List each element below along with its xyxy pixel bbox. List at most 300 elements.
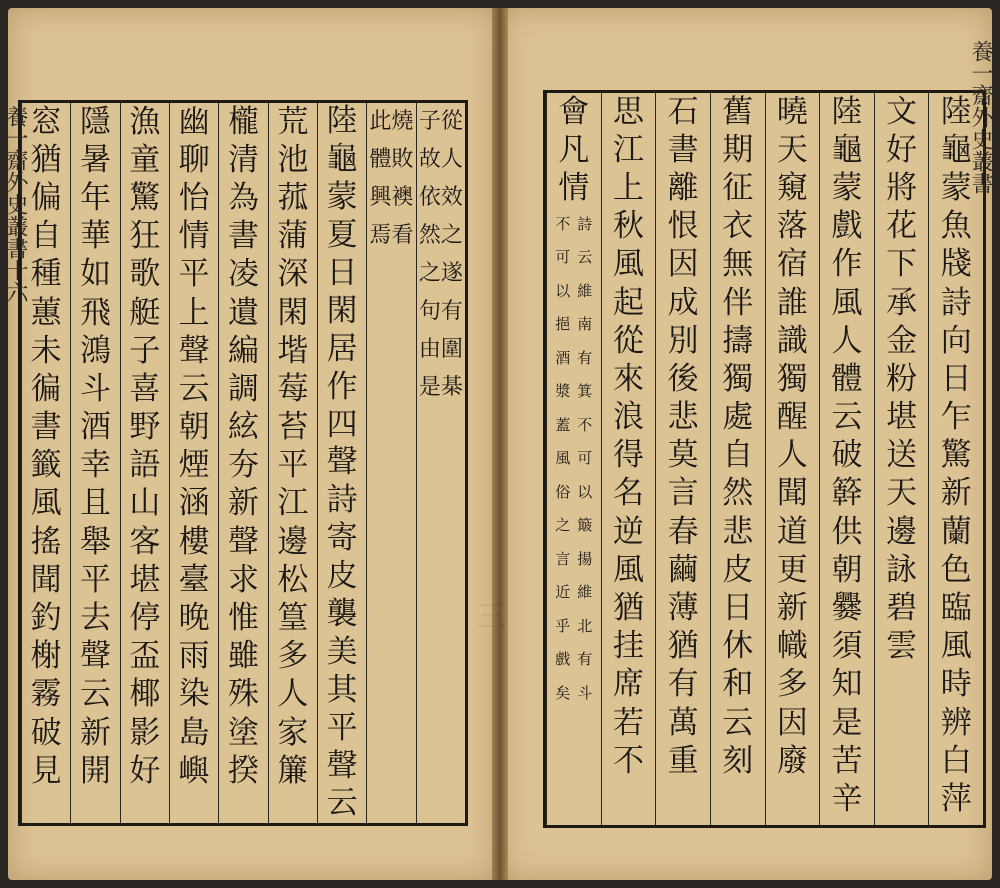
glyph: 效 [440, 185, 463, 210]
glyph: 盃 [129, 638, 161, 675]
glyph: 江 [277, 485, 309, 522]
glyph: 天 [776, 131, 808, 168]
glyph: 皮 [326, 558, 358, 595]
glyph: 識 [776, 322, 808, 359]
glyph: 徧 [30, 370, 62, 407]
glyph: 上 [612, 169, 644, 206]
glyph: 廢 [776, 742, 808, 779]
glyph: 之 [440, 223, 463, 248]
glyph: 偏 [30, 179, 62, 216]
glyph: 聲 [227, 523, 259, 560]
book-gutter [492, 8, 508, 880]
glyph: 猶 [667, 628, 699, 665]
note-line-right [392, 103, 412, 255]
glyph: 樓 [178, 523, 210, 560]
glyph: 詩 [940, 284, 972, 321]
glyph: 粉 [886, 360, 918, 397]
note-line-left [370, 103, 390, 255]
glyph: 臨 [940, 590, 972, 627]
glyph: 更 [776, 551, 808, 588]
left-edge-label: 養一齋外史叢書十六 [3, 105, 28, 303]
text-column [268, 103, 317, 823]
glyph: 書 [227, 218, 259, 255]
glyph: 鴻 [79, 332, 111, 369]
glyph: 聲 [79, 638, 111, 675]
glyph: 席 [612, 666, 644, 703]
glyph: 衣 [722, 208, 754, 245]
glyph: 書 [30, 409, 62, 446]
glyph: 江 [612, 131, 644, 168]
annotation-note [553, 208, 595, 711]
glyph: 美 [326, 633, 358, 670]
glyph: 煙 [178, 447, 210, 484]
glyph: 莫 [667, 437, 699, 474]
glyph: 可 [577, 449, 593, 468]
note-line-right [575, 208, 595, 711]
glyph: 期 [722, 131, 754, 168]
glyph: 蒲 [277, 218, 309, 255]
glyph: 皮 [722, 551, 754, 588]
glyph: 未 [30, 332, 62, 369]
glyph: 閑 [277, 294, 309, 331]
glyph: 向 [940, 322, 972, 359]
glyph: 染 [178, 676, 210, 713]
glyph: 云 [577, 248, 593, 267]
glyph: 俗 [555, 482, 571, 501]
glyph: 山 [129, 485, 161, 522]
glyph: 悲 [722, 513, 754, 550]
glyph: 開 [79, 752, 111, 789]
glyph: 道 [776, 513, 808, 550]
glyph: 絃 [227, 409, 259, 446]
glyph: 之 [555, 516, 571, 535]
glyph: 聞 [30, 561, 62, 598]
glyph: 朝 [831, 551, 863, 588]
glyph: 云 [79, 676, 111, 713]
glyph: 浪 [612, 399, 644, 436]
glyph: 繭 [667, 551, 699, 588]
text-column [416, 103, 465, 823]
glyph: 塗 [227, 714, 259, 751]
glyph: 陸 [326, 103, 358, 140]
glyph: 然 [418, 223, 441, 248]
glyph: 子 [418, 109, 441, 134]
glyph: 惟 [227, 600, 259, 637]
glyph: 焉 [369, 223, 392, 248]
glyph: 蒙 [831, 169, 863, 206]
glyph: 擣 [722, 322, 754, 359]
glyph: 去 [79, 600, 111, 637]
glyph: 野 [129, 409, 161, 446]
glyph: 籤 [30, 447, 62, 484]
glyph: 有 [577, 650, 593, 669]
glyph: 風 [555, 449, 571, 468]
glyph: 蒙 [940, 169, 972, 206]
glyph: 悲 [667, 399, 699, 436]
glyph: 聲 [326, 444, 358, 481]
glyph: 破 [30, 714, 62, 751]
glyph: 句 [418, 299, 441, 324]
glyph: 名 [612, 475, 644, 512]
glyph: 遺 [227, 294, 259, 331]
glyph: 人 [776, 437, 808, 474]
glyph: 秋 [612, 208, 644, 245]
glyph: 蘭 [940, 513, 972, 550]
glyph: 平 [326, 709, 358, 746]
glyph: 天 [886, 475, 918, 512]
text-column [120, 103, 169, 823]
glyph: 乎 [555, 616, 571, 635]
glyph: 龜 [326, 141, 358, 178]
glyph: 會 [558, 93, 590, 130]
glyph: 椰 [129, 676, 161, 713]
glyph: 隱 [79, 103, 111, 140]
glyph: 嶼 [178, 752, 210, 789]
glyph: 魚 [940, 208, 972, 245]
glyph: 襲 [326, 596, 358, 633]
glyph: 荒 [277, 103, 309, 140]
glyph: 維 [577, 281, 593, 300]
glyph: 新 [79, 714, 111, 751]
glyph: 自 [722, 437, 754, 474]
glyph: 苔 [277, 409, 309, 446]
glyph: 日 [722, 590, 754, 627]
glyph: 圍 [440, 337, 463, 362]
glyph: 詠 [886, 551, 918, 588]
glyph: 看 [391, 223, 414, 248]
glyph: 人 [440, 147, 463, 172]
glyph: 碧 [886, 590, 918, 627]
annotation-note [370, 103, 412, 255]
glyph: 牋 [940, 246, 972, 283]
glyph: 晚 [178, 600, 210, 637]
glyph: 燒 [391, 109, 414, 134]
glyph: 榭 [30, 638, 62, 675]
glyph: 下 [886, 246, 918, 283]
page-number: 三 [470, 600, 505, 630]
annotation-note [420, 103, 462, 407]
glyph: 島 [178, 714, 210, 751]
glyph: 多 [776, 666, 808, 703]
glyph: 不 [577, 415, 593, 434]
glyph: 簾 [277, 752, 309, 789]
glyph: 不 [612, 742, 644, 779]
glyph: 好 [129, 752, 161, 789]
glyph: 酒 [79, 409, 111, 446]
glyph: 得 [612, 437, 644, 474]
glyph: 影 [129, 714, 161, 751]
glyph: 征 [722, 169, 754, 206]
text-column [765, 93, 820, 825]
glyph: 薄 [667, 590, 699, 627]
glyph: 喜 [129, 370, 161, 407]
glyph: 維 [577, 583, 593, 602]
glyph: 停 [129, 600, 161, 637]
glyph: 曉 [776, 93, 808, 130]
glyph: 從 [440, 109, 463, 134]
glyph: 漁 [129, 103, 161, 140]
text-column [317, 103, 366, 823]
glyph: 承 [886, 284, 918, 321]
glyph: 華 [79, 218, 111, 255]
glyph: 書 [667, 131, 699, 168]
glyph: 雨 [178, 638, 210, 675]
glyph: 獨 [722, 360, 754, 397]
glyph: 釣 [30, 600, 62, 637]
glyph: 龜 [940, 131, 972, 168]
note-line-left [553, 208, 573, 711]
glyph: 霧 [30, 676, 62, 713]
glyph: 石 [667, 93, 699, 130]
glyph: 落 [776, 208, 808, 245]
glyph: 以 [555, 281, 571, 300]
glyph: 白 [940, 742, 972, 779]
glyph: 風 [30, 485, 62, 522]
text-column [169, 103, 218, 823]
glyph: 思 [612, 93, 644, 130]
glyph: 情 [178, 218, 210, 255]
glyph: 調 [227, 370, 259, 407]
left-text-frame [18, 100, 468, 826]
glyph: 興 [369, 185, 392, 210]
text-column [366, 103, 415, 823]
glyph: 不 [555, 214, 571, 233]
glyph: 平 [277, 447, 309, 484]
glyph: 子 [129, 332, 161, 369]
glyph: 幟 [776, 628, 808, 665]
glyph: 朝 [178, 409, 210, 446]
glyph: 萬 [667, 704, 699, 741]
note-line-left [420, 103, 440, 407]
glyph: 醒 [776, 399, 808, 436]
glyph: 風 [612, 551, 644, 588]
glyph: 平 [178, 256, 210, 293]
right-text-frame [543, 90, 986, 828]
glyph: 人 [277, 676, 309, 713]
glyph: 辛 [831, 780, 863, 817]
glyph: 上 [178, 294, 210, 331]
glyph: 若 [612, 704, 644, 741]
glyph: 是 [831, 704, 863, 741]
glyph: 金 [886, 322, 918, 359]
glyph: 近 [555, 583, 571, 602]
glyph: 篁 [277, 600, 309, 637]
glyph: 後 [667, 360, 699, 397]
glyph: 故 [418, 147, 441, 172]
glyph: 家 [277, 714, 309, 751]
text-column [218, 103, 267, 823]
glyph: 云 [326, 785, 358, 822]
glyph: 凌 [227, 256, 259, 293]
glyph: 云 [831, 399, 863, 436]
glyph: 斗 [577, 683, 593, 702]
glyph: 爨 [831, 590, 863, 627]
glyph: 艇 [129, 294, 161, 331]
glyph: 離 [667, 169, 699, 206]
glyph: 棊 [440, 375, 463, 400]
glyph: 蕙 [30, 294, 62, 331]
glyph: 風 [612, 246, 644, 283]
glyph: 無 [722, 246, 754, 283]
glyph: 起 [612, 284, 644, 321]
glyph: 寄 [326, 520, 358, 557]
glyph: 然 [722, 475, 754, 512]
glyph: 因 [776, 704, 808, 741]
glyph: 休 [722, 628, 754, 665]
glyph: 飛 [79, 294, 111, 331]
glyph: 猶 [30, 141, 62, 178]
text-column [710, 93, 765, 825]
glyph: 宿 [776, 246, 808, 283]
glyph: 乍 [940, 399, 972, 436]
glyph: 風 [940, 628, 972, 665]
glyph: 新 [940, 475, 972, 512]
glyph: 體 [831, 360, 863, 397]
glyph: 堪 [886, 399, 918, 436]
glyph: 日 [940, 360, 972, 397]
text-column [655, 93, 710, 825]
glyph: 破 [831, 437, 863, 474]
glyph: 可 [555, 248, 571, 267]
glyph: 居 [326, 330, 358, 367]
glyph: 搖 [30, 523, 62, 560]
glyph: 蓋 [555, 415, 571, 434]
glyph: 聲 [178, 332, 210, 369]
glyph: 歌 [129, 256, 161, 293]
glyph: 語 [129, 447, 161, 484]
glyph: 臺 [178, 561, 210, 598]
glyph: 花 [886, 208, 918, 245]
glyph: 莓 [277, 370, 309, 407]
glyph: 涵 [178, 485, 210, 522]
glyph: 揚 [577, 549, 593, 568]
glyph: 供 [831, 513, 863, 550]
glyph: 求 [227, 561, 259, 598]
glyph: 因 [667, 246, 699, 283]
glyph: 窺 [776, 169, 808, 206]
glyph: 須 [831, 628, 863, 665]
glyph: 云 [178, 370, 210, 407]
glyph: 簸 [577, 516, 593, 535]
glyph: 閑 [326, 292, 358, 329]
glyph: 敗 [391, 147, 414, 172]
glyph: 新 [776, 590, 808, 627]
text-column [70, 103, 119, 823]
glyph: 揆 [227, 752, 259, 789]
glyph: 云 [722, 704, 754, 741]
glyph: 陸 [940, 93, 972, 130]
glyph: 辨 [940, 704, 972, 741]
glyph: 客 [129, 523, 161, 560]
glyph: 龜 [831, 131, 863, 168]
glyph: 聲 [326, 747, 358, 784]
text-column [601, 93, 656, 825]
glyph: 夏 [326, 217, 358, 254]
note-line-right [442, 103, 462, 407]
glyph: 聊 [178, 141, 210, 178]
glyph: 有 [577, 348, 593, 367]
glyph: 作 [831, 246, 863, 283]
glyph: 種 [30, 256, 62, 293]
glyph: 幸 [79, 447, 111, 484]
glyph: 知 [831, 666, 863, 703]
text-column [874, 93, 929, 825]
glyph: 苦 [831, 742, 863, 779]
glyph: 以 [577, 482, 593, 501]
glyph: 時 [940, 666, 972, 703]
glyph: 簳 [831, 475, 863, 512]
glyph: 言 [555, 549, 571, 568]
glyph: 矣 [555, 683, 571, 702]
glyph: 邊 [886, 513, 918, 550]
glyph: 和 [722, 666, 754, 703]
glyph: 萍 [940, 780, 972, 817]
glyph: 雲 [886, 628, 918, 665]
glyph: 來 [612, 360, 644, 397]
glyph: 編 [227, 332, 259, 369]
glyph: 猶 [612, 590, 644, 627]
glyph: 將 [886, 169, 918, 206]
glyph: 是 [418, 375, 441, 400]
glyph: 且 [79, 485, 111, 522]
glyph: 誰 [776, 284, 808, 321]
glyph: 為 [227, 179, 259, 216]
glyph: 櫳 [227, 103, 259, 140]
glyph: 情 [558, 169, 590, 206]
glyph: 新 [227, 485, 259, 522]
glyph: 見 [30, 752, 62, 789]
glyph: 從 [612, 322, 644, 359]
glyph: 深 [277, 256, 309, 293]
glyph: 挹 [555, 315, 571, 334]
glyph: 狂 [129, 218, 161, 255]
right-edge-label: 養一齋外史叢書 [968, 40, 993, 194]
glyph: 童 [129, 141, 161, 178]
glyph: 凡 [558, 131, 590, 168]
glyph: 日 [326, 255, 358, 291]
glyph: 風 [831, 284, 863, 321]
glyph: 送 [886, 437, 918, 474]
glyph: 幽 [178, 103, 210, 140]
glyph: 其 [326, 671, 358, 708]
glyph: 處 [722, 399, 754, 436]
glyph: 舉 [79, 523, 111, 560]
glyph: 襖 [391, 185, 414, 210]
glyph: 此 [369, 109, 392, 134]
glyph: 夯 [227, 447, 259, 484]
glyph: 挂 [612, 628, 644, 665]
glyph: 年 [79, 179, 111, 216]
glyph: 蒙 [326, 179, 358, 216]
glyph: 別 [667, 322, 699, 359]
glyph: 北 [577, 616, 593, 635]
glyph: 平 [79, 561, 111, 598]
glyph: 人 [831, 322, 863, 359]
text-column [546, 93, 601, 825]
glyph: 南 [577, 315, 593, 334]
glyph: 重 [667, 742, 699, 779]
glyph: 酒 [555, 348, 571, 367]
glyph: 之 [418, 261, 441, 286]
glyph: 色 [940, 551, 972, 588]
glyph: 作 [326, 368, 358, 405]
glyph: 窓 [30, 103, 62, 140]
glyph: 聞 [776, 475, 808, 512]
glyph: 文 [886, 93, 918, 130]
text-column [819, 93, 874, 825]
glyph: 獨 [776, 360, 808, 397]
glyph: 詩 [577, 214, 593, 233]
